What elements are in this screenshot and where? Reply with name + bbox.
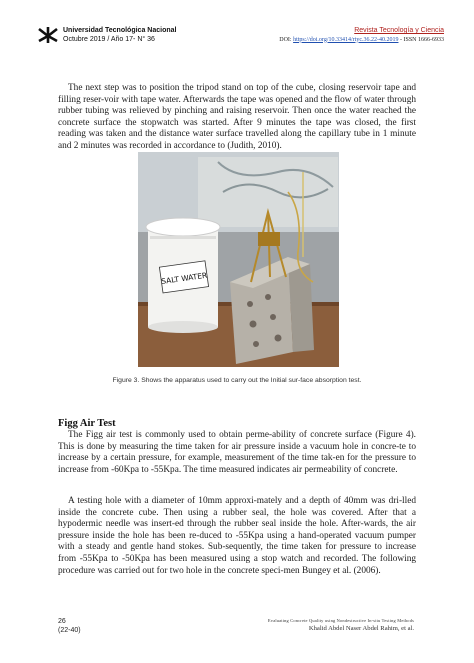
paragraph-2: The Figg air test is commonly used to obtain perme-ability of concrete surface (Figure 4). This is done by measuring the time taken for air pressure inside a vacuum hole in concre-te to increase by a certain pressure, for example, measurement of the time tak-en for the pressure to increase from -60Kpa to -55Kpa. The time measured indicates air permeability of concrete. [58,430,416,475]
running-title: Evaluating Concrete Quality using Nondestructive In-situ Testing Methods [267,618,414,623]
figure-3-photo [138,152,339,367]
footer-right [268,617,414,633]
page-number: 26 [58,618,66,625]
paragraph-3: A testing hole with a diameter of 10mm approxi-mately and a depth of 40mm was dri-lled inside the concrete cube. Then using a rubber seal, the hole was covered. After that a hypodermic needle was insert-ed through the rubber seal inside the hole. After-wards, the air pressure inside the hole has been re-duced to -55Kpa using a hand-operated vacuum pumper with a steady and gentle hand stokes. Sub-sequently, the time taken for pressure to increase from -55Kpa to -50Kpa has been measured using a stop watch and recorded. The following procedure was carried out for two hole in the concrete speci-men Bungey et al. (2006). [58,496,416,576]
footer-authors: Khalid Abdel Naser Abdel Rahim, et al. [308,625,414,632]
doi-link[interactable]: https://doi.org/10.33414/rtyc.36.22-40.2019 [293,36,399,43]
doi-label: DOI: [279,36,292,43]
university-logo [37,27,59,43]
header-right [279,27,444,44]
section-title: Figg Air Test [58,418,116,429]
header-left [37,27,176,44]
footer-left [58,617,81,635]
issue-info: Octubre 2019 / Año 17- N° 36 [63,35,155,43]
university-name: Universidad Tecnológica Nacional [63,27,177,34]
bucket-label: SALT WATER [160,270,208,287]
journal-link[interactable]: Revista Tecnología y Ciencia [354,27,444,34]
figure-caption: Figure 3. Shows the apparatus used to carry out the Initial sur-face absorption test. [112,377,362,384]
paragraph-1: The next step was to position the tripod stand on top of the cube, closing reservoir tape and filling reser-voir with tape water. Afterwards the tape was opened and the flow of water through rubber tubing was relieved by pinching and raising reservoir. Then once the water reached the concrete surface the stopwatch was started. After 9 minutes the tape was closed, the first reading was taken and the distance water surface travelled along the capillary tube in 1 minute and 2 minutes was recorded in accordance to (Judith, 2010). [58,83,416,151]
issn: - ISSN 1666-6933 [398,36,444,43]
page-range: (22-40) [58,627,81,634]
doi-line [279,36,444,45]
